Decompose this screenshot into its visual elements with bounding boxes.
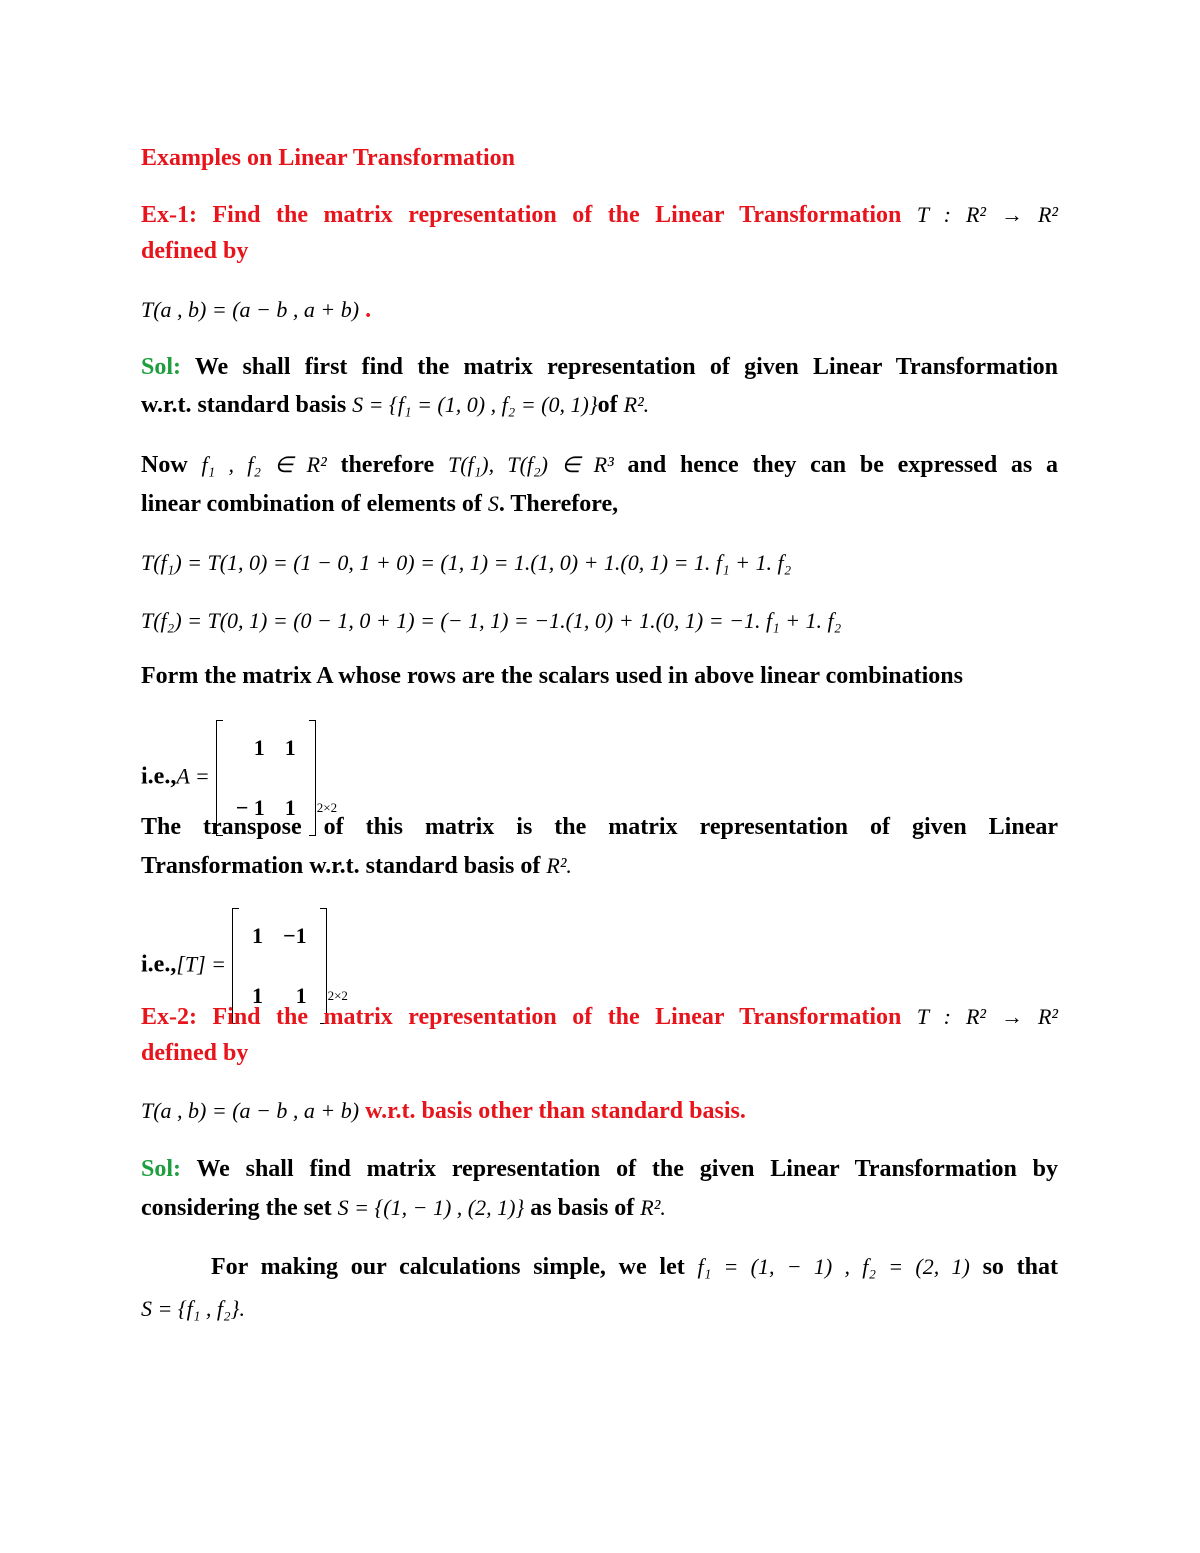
ex1-map: T : R² → R² xyxy=(916,202,1059,227)
sol1-now-b: therefore xyxy=(340,452,435,478)
sol1-ie-t: i.e., xyxy=(141,951,177,978)
sol2-line1-text: We shall find matrix representation of the given Linear Transformation by xyxy=(196,1156,1058,1182)
ex1-defined-by: defined by xyxy=(141,238,249,264)
sol2-line1 xyxy=(141,1151,1058,1188)
matrix-t-cell: 1 xyxy=(252,983,264,1008)
page-title: Examples on Linear Transformation xyxy=(141,145,516,171)
sol1-transpose-text: Transformation w.r.t. standard basis of xyxy=(141,853,541,879)
sol2-line2 xyxy=(141,1189,1058,1227)
sol1-now-a: Now xyxy=(141,452,188,478)
ex2-map: T : R² → R² xyxy=(916,1004,1059,1029)
ex2-text: Find the matrix representation of the Linear Transformation xyxy=(212,1004,902,1030)
sol1-line4-s: S xyxy=(487,491,499,516)
sol2-final: S = {f₁ , f₂}. xyxy=(141,1296,245,1321)
sol2-space: R². xyxy=(640,1195,666,1220)
sol1-line2 xyxy=(141,386,1058,424)
sol1-line1-text: We shall first find the matrix representation of given Linear Transformation xyxy=(194,354,1058,380)
sol1-transpose-space: R². xyxy=(546,853,572,878)
sol2-line2-b: as basis of xyxy=(530,1195,635,1221)
sol1-line2-b: of xyxy=(597,392,618,418)
sol2-para-a: For making our calculations simple, we let xyxy=(211,1254,685,1280)
ex1-text: Find the matrix representation of the Linear Transformation xyxy=(212,202,902,228)
matrix-a-cell: − 1 xyxy=(235,795,265,820)
matrix-t-cell: 1 xyxy=(252,923,264,948)
sol2-basis: S = {(1, − 1) , (2, 1)} xyxy=(337,1195,525,1220)
sol1-now-line xyxy=(141,446,1058,484)
ex2-defined-by: defined by xyxy=(141,1040,249,1066)
sol1-form-text: Form the matrix A whose rows are the scalars used in above linear combinations xyxy=(141,663,963,689)
ex1-label: Ex-1: xyxy=(141,202,197,228)
sol1-basis: S = {f₁ = (1, 0) , f₂ = (0, 1)} xyxy=(352,392,598,417)
ex1-formula: T(a , b) = (a − b , a + b) xyxy=(141,297,360,322)
sol1-eq1: T(f₁) = T(1, 0) = (1 − 0, 1 + 0) = (1, 1) = 1.(1, 0) + 1.(0, 1) = 1. f₁ + 1. f₂ xyxy=(141,550,792,575)
matrix-t-label: [T] = xyxy=(176,951,227,977)
ex2-statement xyxy=(141,998,1058,1036)
matrix-a-cell: 1 xyxy=(284,735,296,760)
sol2-line2-a: considering the set xyxy=(141,1195,332,1221)
sol1-ie-a: i.e., xyxy=(141,763,177,790)
matrix-t-cell: −1 xyxy=(283,923,307,948)
sol1-line4 xyxy=(141,485,1058,523)
sol1-label: Sol: xyxy=(141,354,182,380)
ex1-formula-line xyxy=(141,291,1058,329)
ex1-formula-end: . xyxy=(365,297,372,323)
sol2-label: Sol: xyxy=(141,1156,182,1182)
sol1-line2-a: w.r.t. standard basis xyxy=(141,392,347,418)
matrix-t-row xyxy=(242,906,317,966)
matrix-a-cell: 1 xyxy=(253,735,265,760)
sol1-transpose-line1: The transpose of this matrix is the matrix representation of given Linear xyxy=(141,814,1058,840)
sol1-now-c: and hence they can be expressed as a xyxy=(627,452,1059,478)
matrix-a-cell: 1 xyxy=(284,795,296,820)
sol1-line4-a: linear combination of elements of xyxy=(141,491,482,517)
sol2-para-m: f₁ = (1, − 1) , f₂ = (2, 1) xyxy=(697,1254,970,1279)
ex2-formula-line xyxy=(141,1092,1058,1130)
matrix-a-dim: 2×2 xyxy=(316,800,338,815)
sol2-para xyxy=(211,1248,1058,1286)
sol1-now-m2: T(f₁), T(f₂) ∈ R³ xyxy=(447,452,614,477)
matrix-t-cell: 1 xyxy=(295,983,307,1008)
ex2-formula: T(a , b) = (a − b , a + b) xyxy=(141,1098,360,1123)
sol1-eq2: T(f₂) = T(0, 1) = (0 − 1, 0 + 1) = (− 1, 1) = −1.(1, 0) + 1.(0, 1) = −1. f₁ + 1. f₂ xyxy=(141,608,842,633)
ex2-label: Ex-2: xyxy=(141,1004,197,1030)
sol1-line4-b: . Therefore, xyxy=(498,491,619,517)
ex2-formula-tail: w.r.t. basis other than standard basis. xyxy=(365,1098,746,1124)
ex1-statement xyxy=(141,196,1058,234)
sol1-transpose-line2 xyxy=(141,847,1058,885)
sol1-now-m1: f₁ , f₂ ∈ R² xyxy=(201,452,327,477)
matrix-t-dim: 2×2 xyxy=(327,988,348,1003)
matrix-a-row xyxy=(226,718,306,778)
sol2-para-b: so that xyxy=(982,1254,1059,1280)
matrix-a-label: A = xyxy=(176,763,210,789)
sol1-space: R². xyxy=(623,392,650,417)
sol1-line1 xyxy=(141,349,1058,386)
